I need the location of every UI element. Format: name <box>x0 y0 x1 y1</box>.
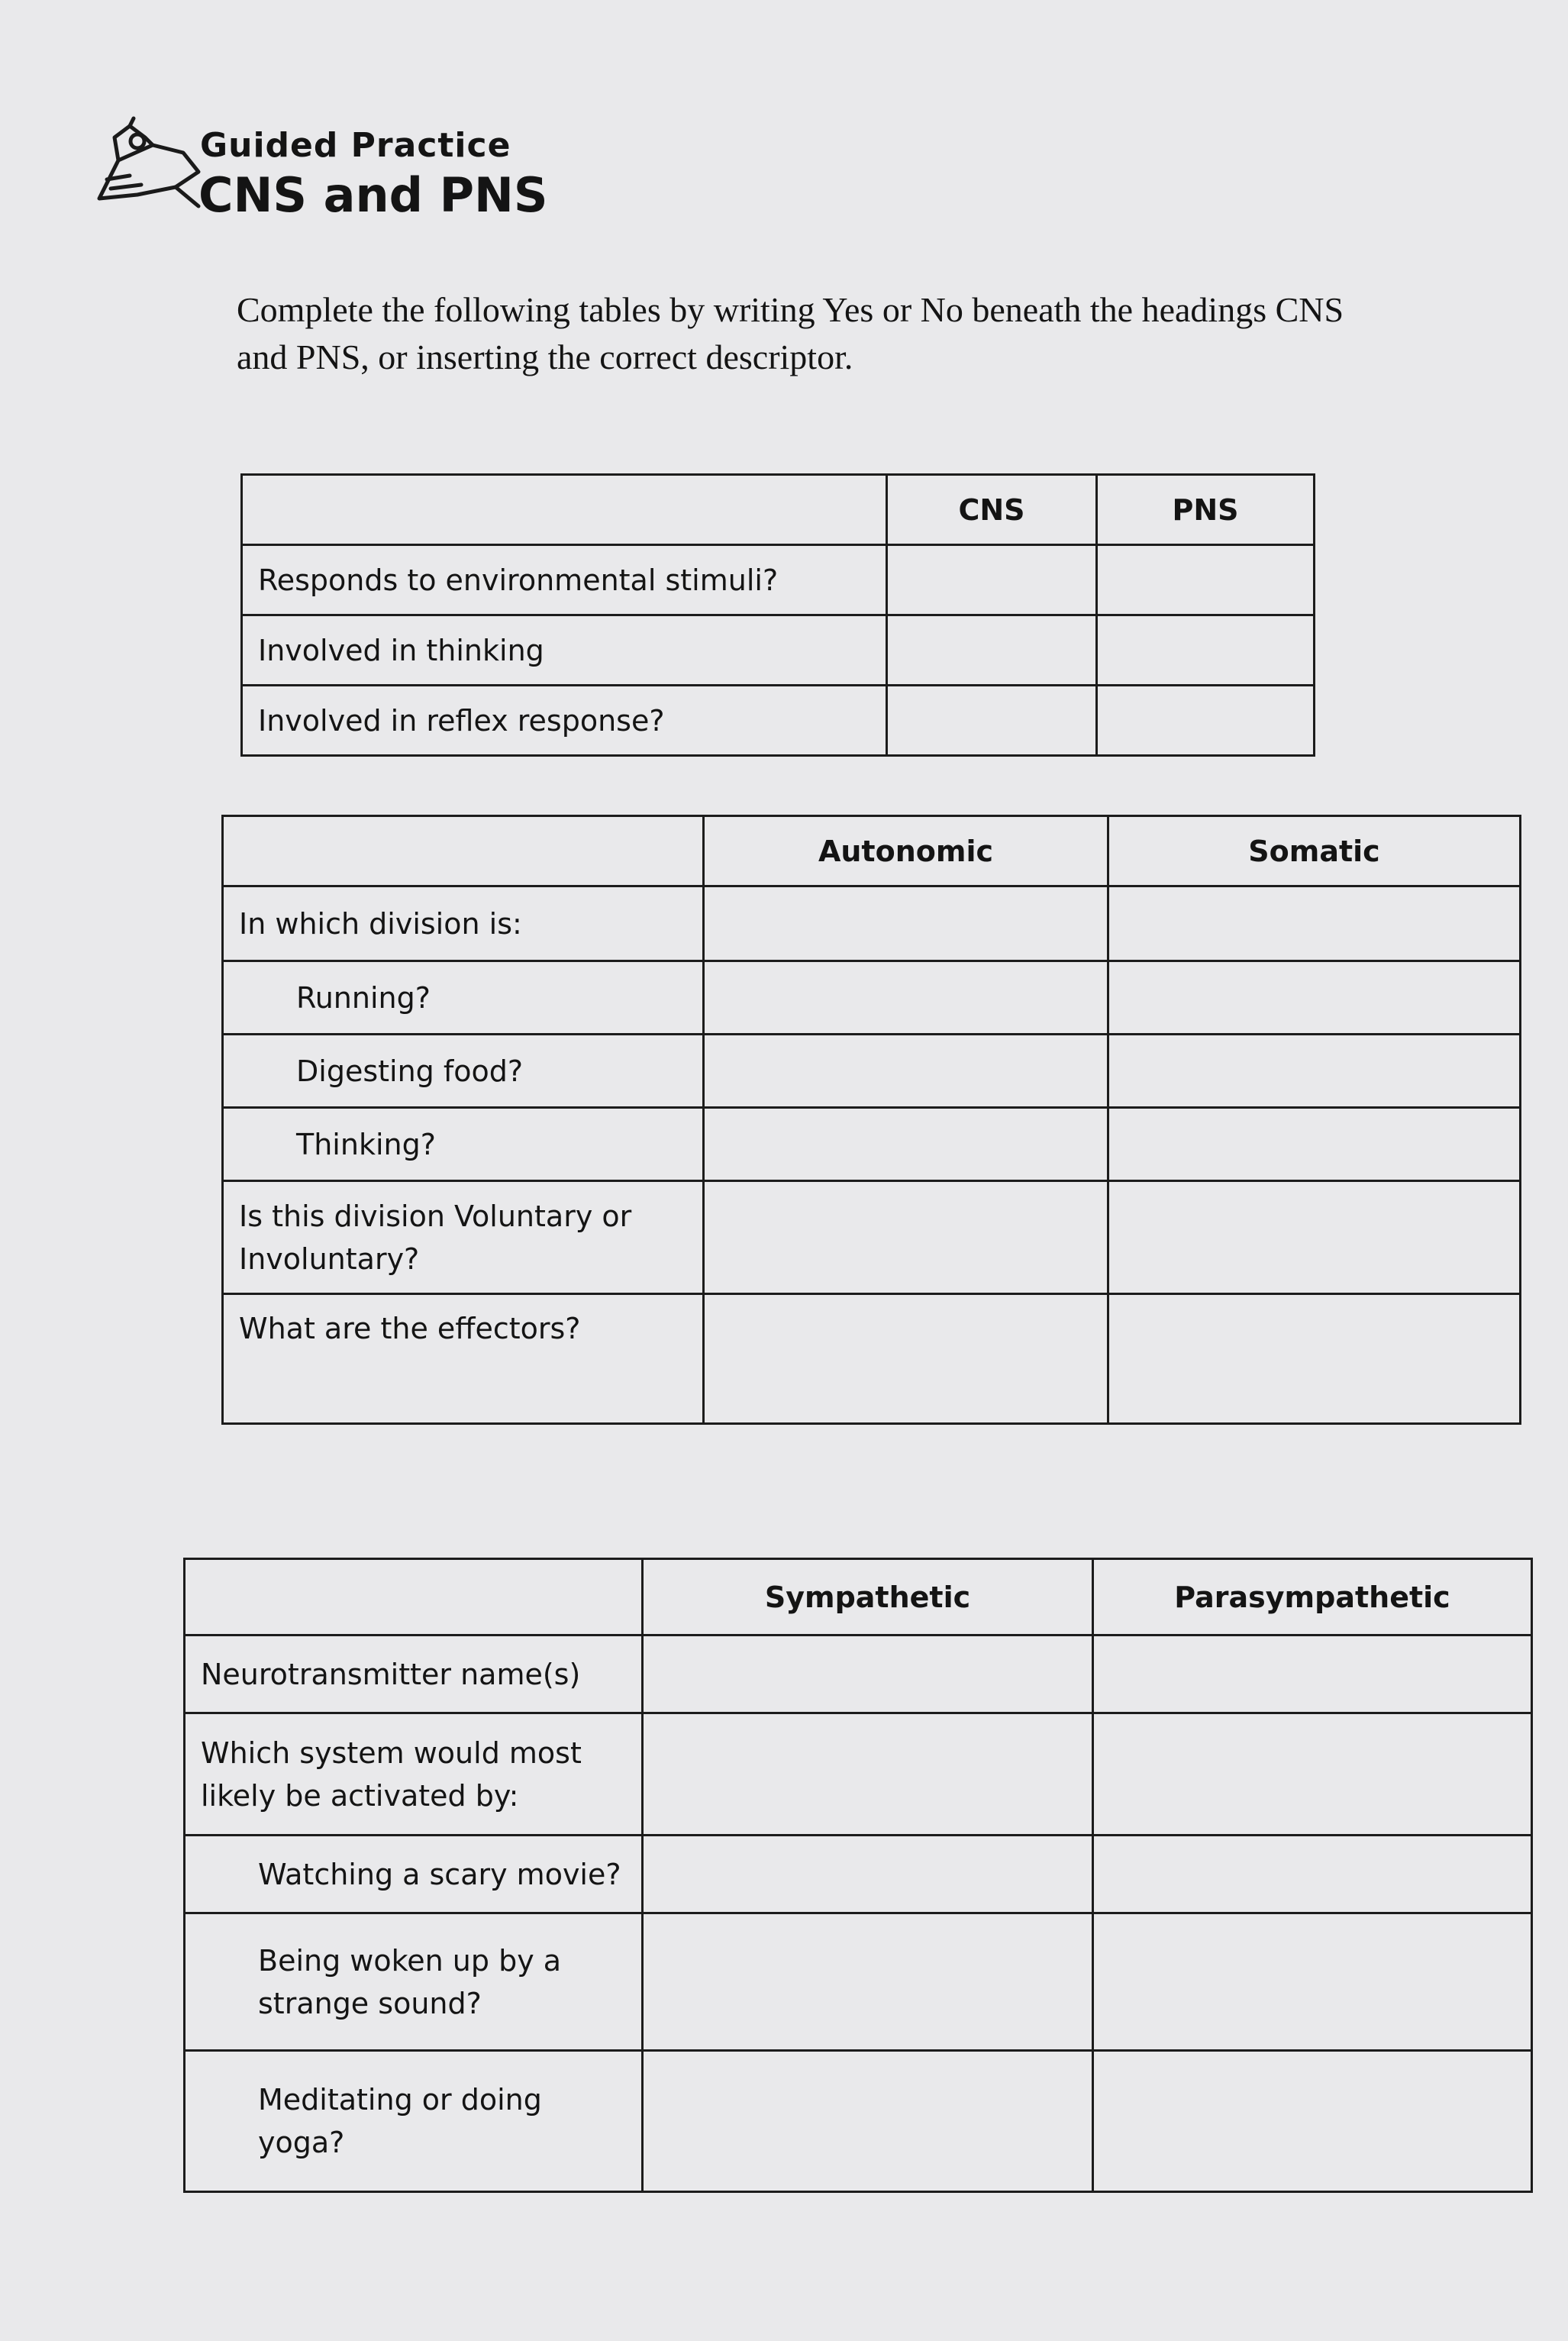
row-label: Digesting food? <box>223 1035 704 1108</box>
answer-cell[interactable] <box>1097 686 1315 756</box>
answer-cell[interactable] <box>643 1635 1093 1713</box>
answer-cell[interactable] <box>1108 886 1521 961</box>
row-label: Involved in reflex response? <box>242 686 887 756</box>
answer-cell[interactable] <box>887 615 1097 686</box>
header-blank-cell <box>185 1559 643 1635</box>
row-label: Being woken up by a strange sound? <box>185 1913 643 2051</box>
answer-cell[interactable] <box>704 1108 1108 1181</box>
answer-cell[interactable] <box>1108 1181 1521 1294</box>
answer-cell[interactable] <box>1093 1913 1532 2051</box>
column-header-somatic: Somatic <box>1108 816 1521 886</box>
row-label: Involved in thinking <box>242 615 887 686</box>
sympathetic-parasympathetic-table <box>183 1558 1533 2193</box>
answer-cell[interactable] <box>704 1035 1108 1108</box>
answer-cell[interactable] <box>887 686 1097 756</box>
column-header-parasympathetic: Parasympathetic <box>1093 1559 1532 1635</box>
page-title: CNS and PNS <box>198 167 548 223</box>
answer-cell[interactable] <box>643 2051 1093 2192</box>
answer-cell[interactable] <box>1108 961 1521 1035</box>
row-label: Responds to environmental stimuli? <box>242 545 887 615</box>
answer-cell[interactable] <box>1108 1035 1521 1108</box>
answer-cell[interactable] <box>1093 2051 1532 2192</box>
column-header-sympathetic: Sympathetic <box>643 1559 1093 1635</box>
instructions-text: Complete the following tables by writing Yes or No beneath the headings CNS and PNS, or inserting the correct descriptor. <box>237 290 1344 376</box>
answer-cell[interactable] <box>1093 1836 1532 1913</box>
row-label: What are the effectors? <box>223 1294 704 1424</box>
answer-cell[interactable] <box>1097 615 1315 686</box>
column-header-autonomic: Autonomic <box>704 816 1108 886</box>
column-header-pns: PNS <box>1097 475 1315 545</box>
answer-cell[interactable] <box>704 1181 1108 1294</box>
answer-cell[interactable] <box>643 1836 1093 1913</box>
autonomic-somatic-table <box>221 815 1521 1425</box>
section-kicker: Guided Practice <box>200 126 511 165</box>
header-blank-cell <box>223 816 704 886</box>
column-header-cns: CNS <box>887 475 1097 545</box>
row-label: Thinking? <box>223 1108 704 1181</box>
answer-cell[interactable] <box>1097 545 1315 615</box>
answer-cell[interactable] <box>1108 1108 1521 1181</box>
row-label: Watching a scary movie? <box>185 1836 643 1913</box>
header-blank-cell <box>242 475 887 545</box>
row-label: Running? <box>223 961 704 1035</box>
worksheet-header <box>84 111 695 225</box>
row-label: Meditating or doing yoga? <box>185 2051 643 2192</box>
row-label: In which division is: <box>223 886 704 961</box>
row-label: Neurotransmitter name(s) <box>185 1635 643 1713</box>
answer-cell[interactable] <box>704 961 1108 1035</box>
answer-cell[interactable] <box>1093 1713 1532 1836</box>
answer-cell[interactable] <box>643 1913 1093 2051</box>
answer-cell[interactable] <box>704 886 1108 961</box>
answer-cell[interactable] <box>1093 1635 1532 1713</box>
answer-cell[interactable] <box>643 1713 1093 1836</box>
writing-hand-icon <box>84 115 206 214</box>
answer-cell[interactable] <box>1108 1294 1521 1424</box>
answer-cell[interactable] <box>704 1294 1108 1424</box>
row-label: Which system would most likely be activated by: <box>185 1713 643 1836</box>
cns-pns-table <box>240 473 1315 757</box>
row-label: Is this division Voluntary or Involuntary? <box>223 1181 704 1294</box>
answer-cell[interactable] <box>887 545 1097 615</box>
